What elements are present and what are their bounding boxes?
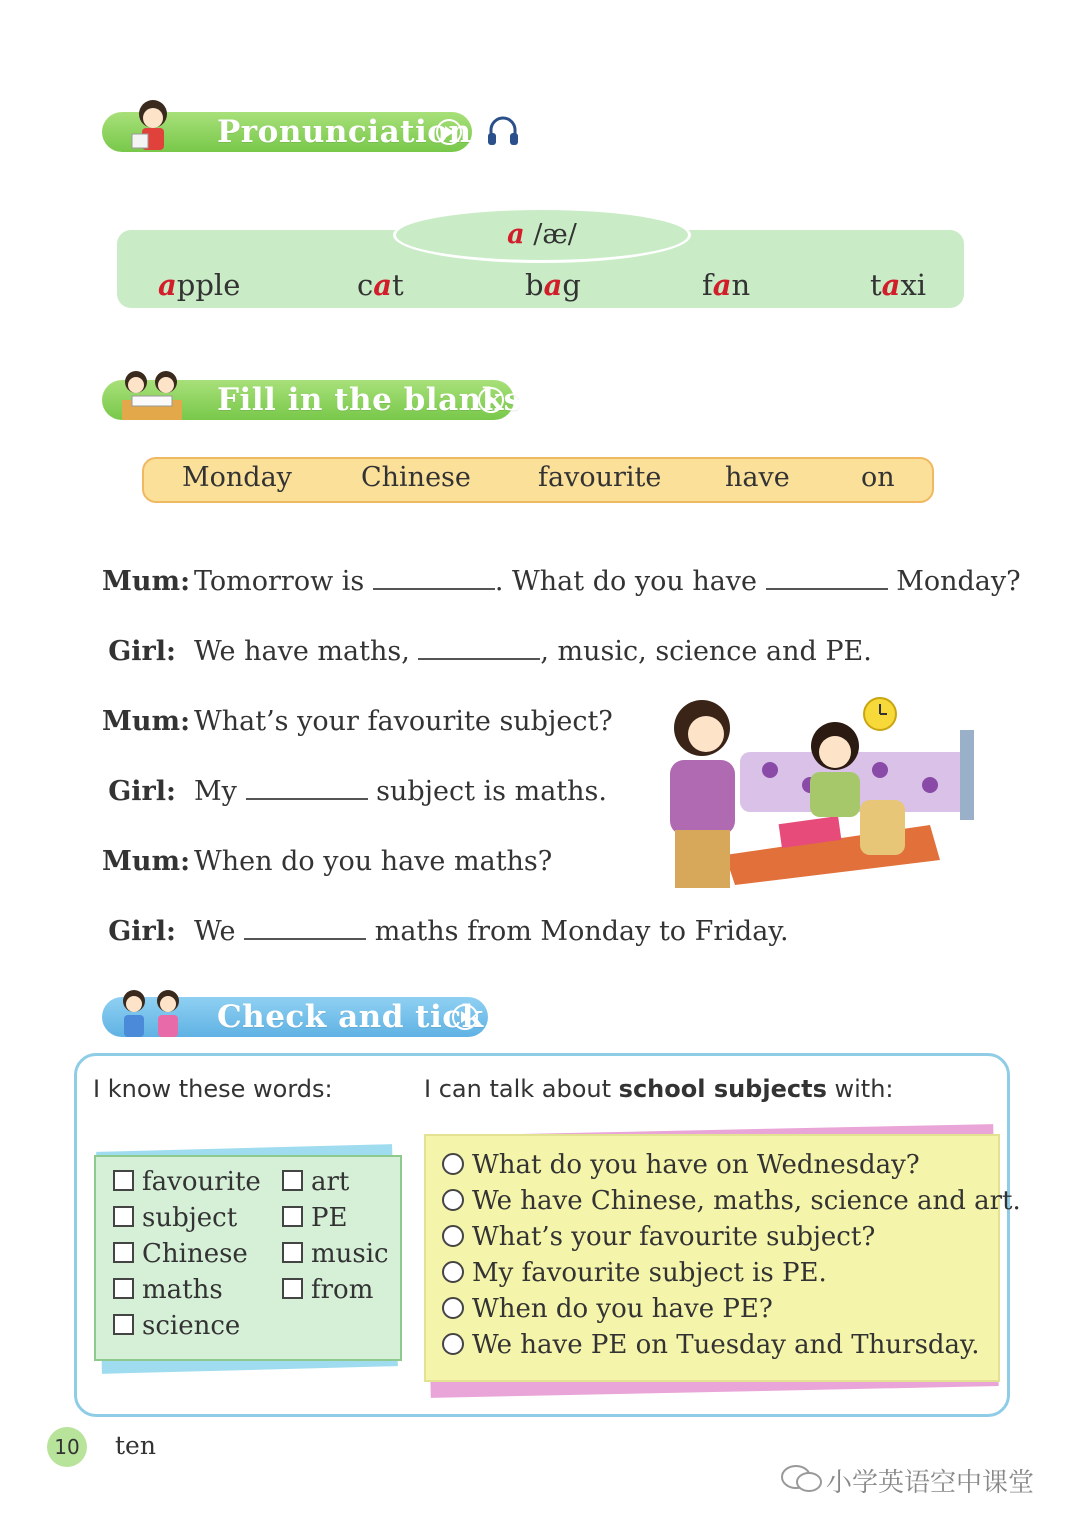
checkbox[interactable] bbox=[282, 1242, 303, 1263]
checkbox[interactable] bbox=[282, 1206, 303, 1227]
word-checkbox-item[interactable]: science bbox=[113, 1311, 240, 1341]
word-fan: fan bbox=[702, 268, 751, 302]
arrow-right-icon bbox=[452, 1004, 478, 1030]
checkbox[interactable] bbox=[113, 1314, 134, 1335]
wordbank-item: on bbox=[861, 462, 895, 493]
dialogue-line: What’s your favourite subject? bbox=[194, 706, 613, 737]
checkbox[interactable] bbox=[113, 1278, 134, 1299]
wordbank-item: favourite bbox=[538, 462, 662, 493]
arrow-right-icon bbox=[478, 387, 504, 413]
word-taxi: taxi bbox=[870, 268, 927, 302]
word-checkbox-item[interactable]: Chinese bbox=[113, 1239, 248, 1269]
checkbox[interactable] bbox=[282, 1278, 303, 1299]
word-checkbox-item[interactable]: favourite bbox=[113, 1167, 261, 1197]
speaker-girl: Girl: bbox=[108, 916, 176, 947]
checkbox[interactable] bbox=[113, 1206, 134, 1227]
radio-circle[interactable] bbox=[442, 1225, 464, 1247]
answer-blank[interactable] bbox=[373, 566, 495, 590]
word-checkbox-item[interactable]: music bbox=[282, 1239, 389, 1269]
answer-blank[interactable] bbox=[246, 776, 368, 800]
children-waving-icon bbox=[110, 985, 194, 1043]
sentence-radio-item[interactable]: We have Chinese, maths, science and art. bbox=[442, 1186, 1021, 1216]
word-checkbox-item[interactable]: maths bbox=[113, 1275, 223, 1305]
radio-circle[interactable] bbox=[442, 1189, 464, 1211]
word-checkbox-item[interactable]: subject bbox=[113, 1203, 237, 1233]
wechat-icon bbox=[780, 1463, 824, 1495]
page-word: ten bbox=[115, 1431, 156, 1460]
sentence-radio-item[interactable]: When do you have PE? bbox=[442, 1294, 773, 1324]
checkbox[interactable] bbox=[113, 1170, 134, 1191]
answer-blank[interactable] bbox=[418, 636, 540, 660]
wordbank-item: Chinese bbox=[361, 462, 471, 493]
sentence-radio-item[interactable]: We have PE on Tuesday and Thursday. bbox=[442, 1330, 980, 1360]
checkbox[interactable] bbox=[282, 1170, 303, 1191]
word-apple: apple bbox=[158, 268, 241, 302]
answer-blank[interactable] bbox=[766, 566, 888, 590]
dialogue-line: Tomorrow is . What do you have Monday? bbox=[194, 566, 1021, 597]
sentence-radio-item[interactable]: What do you have on Wednesday? bbox=[442, 1150, 920, 1180]
word-bag: bag bbox=[525, 268, 581, 302]
dialogue-line: My subject is maths. bbox=[194, 776, 607, 807]
speaker-girl: Girl: bbox=[108, 776, 176, 807]
speaker-mum: Mum: bbox=[102, 566, 191, 597]
checkbox[interactable] bbox=[113, 1242, 134, 1263]
dialogue-line: When do you have maths? bbox=[194, 846, 553, 877]
mother-daughter-illustration bbox=[640, 690, 985, 890]
watermark-text: 小学英语空中课堂 bbox=[826, 1468, 1035, 1498]
word-checkbox-item[interactable]: art bbox=[282, 1167, 349, 1197]
word-cat: cat bbox=[357, 268, 404, 302]
check-tick-title: Check and tick bbox=[217, 999, 484, 1035]
speaker-girl: Girl: bbox=[108, 636, 176, 667]
phoneme-label: a /æ/ bbox=[393, 207, 691, 263]
headphones-icon bbox=[486, 114, 520, 148]
wordbank-item: Monday bbox=[182, 462, 292, 493]
children-reading-icon bbox=[114, 366, 194, 426]
wordbank-item: have bbox=[725, 462, 790, 493]
speaker-mum: Mum: bbox=[102, 846, 191, 877]
page-number: 10 bbox=[47, 1427, 87, 1467]
dialogue-line: We have maths, , music, science and PE. bbox=[194, 636, 872, 667]
answer-blank[interactable] bbox=[244, 916, 366, 940]
know-words-label: I know these words: bbox=[93, 1075, 333, 1103]
radio-circle[interactable] bbox=[442, 1333, 464, 1355]
talk-about-label: I can talk about school subjects with: bbox=[424, 1075, 894, 1103]
speaker-mum: Mum: bbox=[102, 706, 191, 737]
arrow-right-icon bbox=[436, 119, 462, 145]
sentence-radio-item[interactable]: My favourite subject is PE. bbox=[442, 1258, 827, 1288]
fill-blanks-title: Fill in the blanks bbox=[217, 382, 522, 418]
word-checkbox-item[interactable]: PE bbox=[282, 1203, 347, 1233]
girl-reading-icon bbox=[120, 96, 184, 156]
radio-circle[interactable] bbox=[442, 1261, 464, 1283]
radio-circle[interactable] bbox=[442, 1153, 464, 1175]
pronunciation-title: Pronunciation bbox=[217, 114, 472, 150]
sentence-radio-item[interactable]: What’s your favourite subject? bbox=[442, 1222, 875, 1252]
radio-circle[interactable] bbox=[442, 1297, 464, 1319]
dialogue-line: We maths from Monday to Friday. bbox=[194, 916, 789, 947]
word-checkbox-item[interactable]: from bbox=[282, 1275, 373, 1305]
